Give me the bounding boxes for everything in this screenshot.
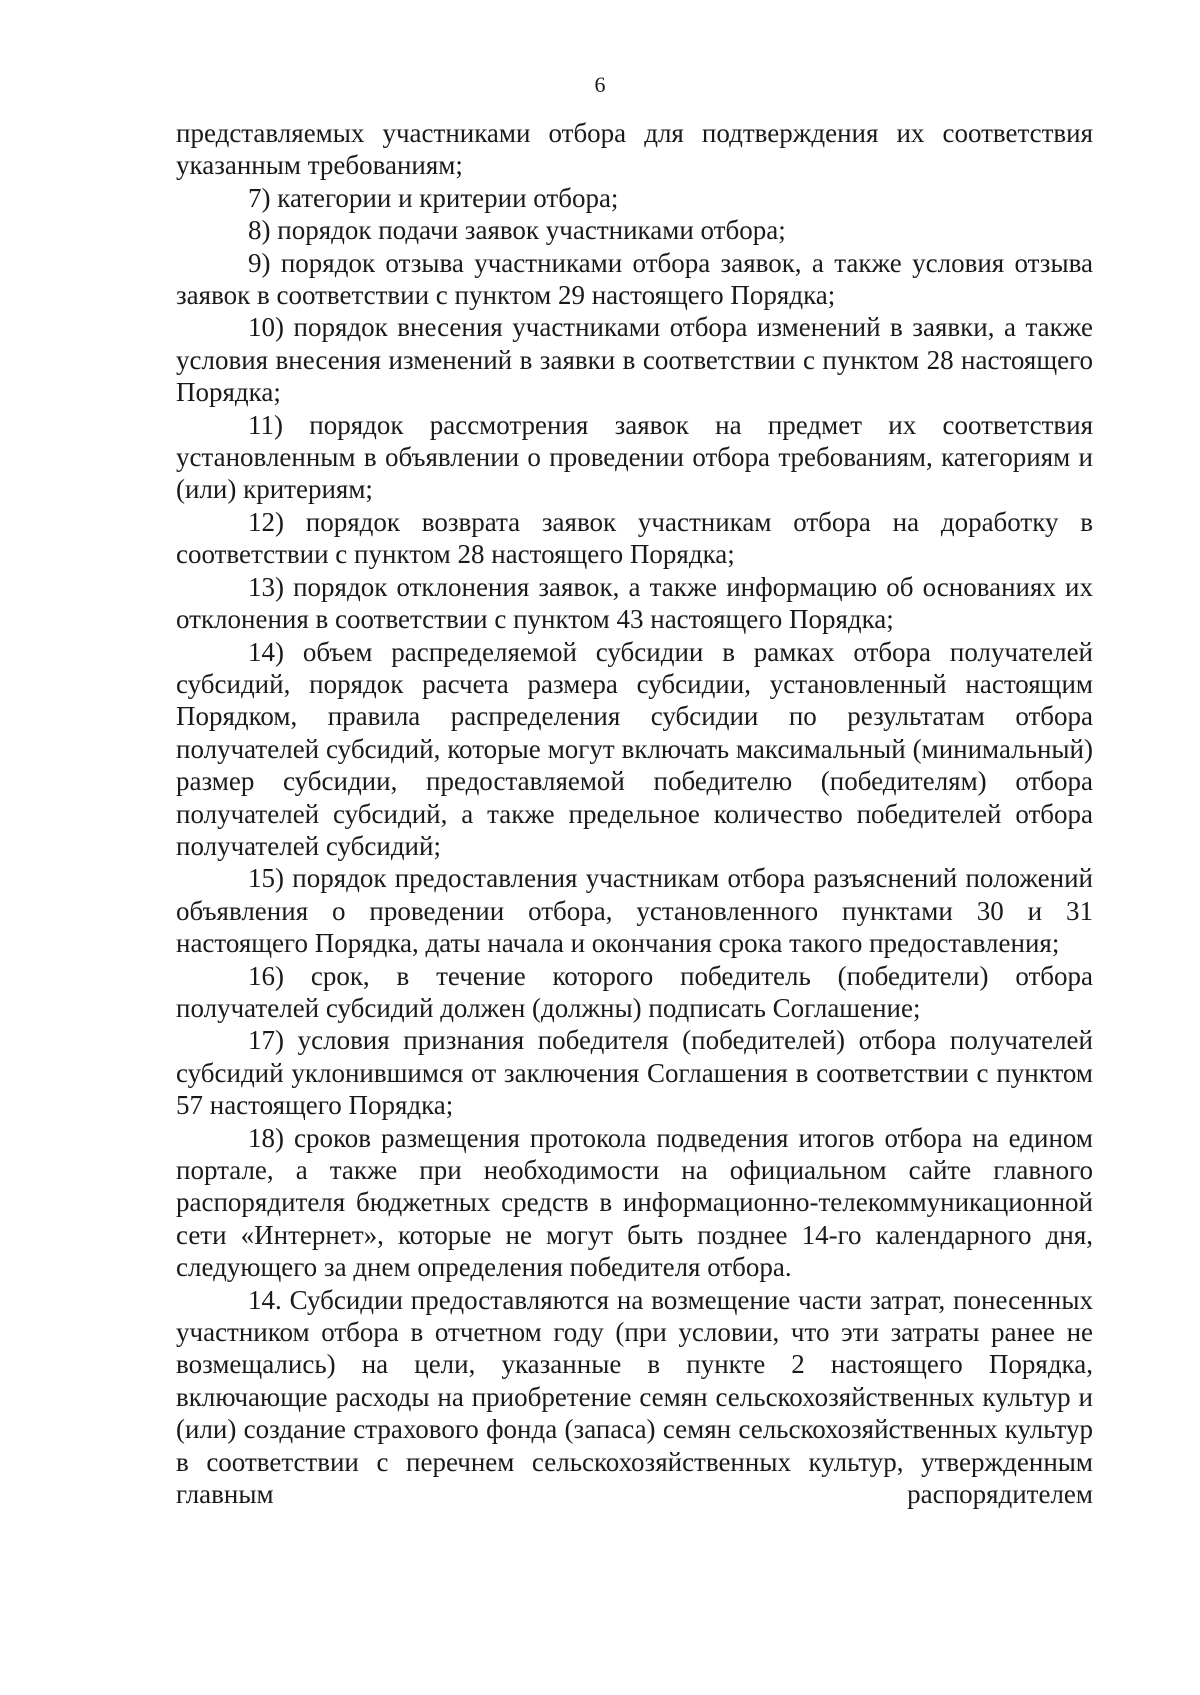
list-item-13: 13) порядок отклонения заявок, а также информацию об основаниях их отклонения в соответствии с пунктом 43 настоящего Порядка; bbox=[176, 571, 1093, 635]
list-item-17: 17) условия признания победителя (победителей) отбора получателей субсидий уклонившимся от заключения Соглашения в соответствии с пунктом 57 настоящего Порядка; bbox=[176, 1025, 1093, 1121]
list-item-8: 8) порядок подачи заявок участниками отбора; bbox=[248, 215, 786, 246]
document-body bbox=[176, 117, 1093, 1510]
list-item-11: 11) порядок рассмотрения заявок на предмет их соответствия установленным в объявлении о проведении отбора требованиям, категориям и (или) критериям; bbox=[176, 409, 1093, 505]
page-number: 6 bbox=[594, 72, 606, 97]
list-item-10: 10) порядок внесения участниками отбора изменений в заявки, а также условия внесения изменений в заявки в соответствии с пунктом 28 настоящего Порядка; bbox=[176, 312, 1093, 408]
clause-14: 14. Субсидии предоставляются на возмещение части затрат, понесенных участником отбора в отчетном году (при условии, что эти затраты ранее не возмещались) на цели, указанные в пункте 2 настоящего Порядка, включающие расходы на приобретение семян сельскохозяйственных культур и (или) создание страхового фонда (запаса) семян сельскохозяйственных культур в соответствии с перечнем сельскохозяйственных культур, утвержденным главным распорядителем bbox=[176, 1284, 1093, 1510]
paragraph-continuation: представляемых участниками отбора для подтверждения их соответствия указанным требованиям; bbox=[176, 118, 1093, 181]
list-item-16: 16) срок, в течение которого победитель (победители) отбора получателей субсидий должен (должны) подписать Соглашение; bbox=[176, 960, 1093, 1023]
list-item-9: 9) порядок отзыва участниками отбора заявок, а также условия отзыва заявок в соответствии с пунктом 29 настоящего Порядка; bbox=[176, 247, 1093, 311]
list-item-15: 15) порядок предоставления участникам отбора разъяснений положений объявления о проведении отбора, установленного пунктами 30 и 31 настоящего Порядка, даты начала и окончания срока такого предоставления; bbox=[176, 863, 1093, 959]
list-item-14: 14) объем распределяемой субсидии в рамках отбора получателей субсидий, порядок расчета размера субсидии, установленный настоящим Порядком, правила распределения субсидии по результатам отбора получателей субсидий, которые могут включать максимальный (минимальный) размер субсидии, предоставляемой победителю (победителям) отбора получателей субсидий, а также предельное количество победителей отбора получателей субсидий; bbox=[176, 636, 1093, 861]
list-item-7: 7) категории и критерии отбора; bbox=[248, 182, 619, 213]
list-item-18: 18) сроков размещения протокола подведения итогов отбора на едином портале, а также при необходимости на официальном сайте главного распорядителя бюджетных средств в информационно-телекоммуникационной сети «Интернет», которые не могут быть позднее 14-го календарного дня, следующего за днем определения победителя отбора. bbox=[176, 1122, 1093, 1283]
list-item-12: 12) порядок возврата заявок участникам отбора на доработку в соответствии с пунктом 28 настоящего Порядка; bbox=[176, 506, 1093, 570]
